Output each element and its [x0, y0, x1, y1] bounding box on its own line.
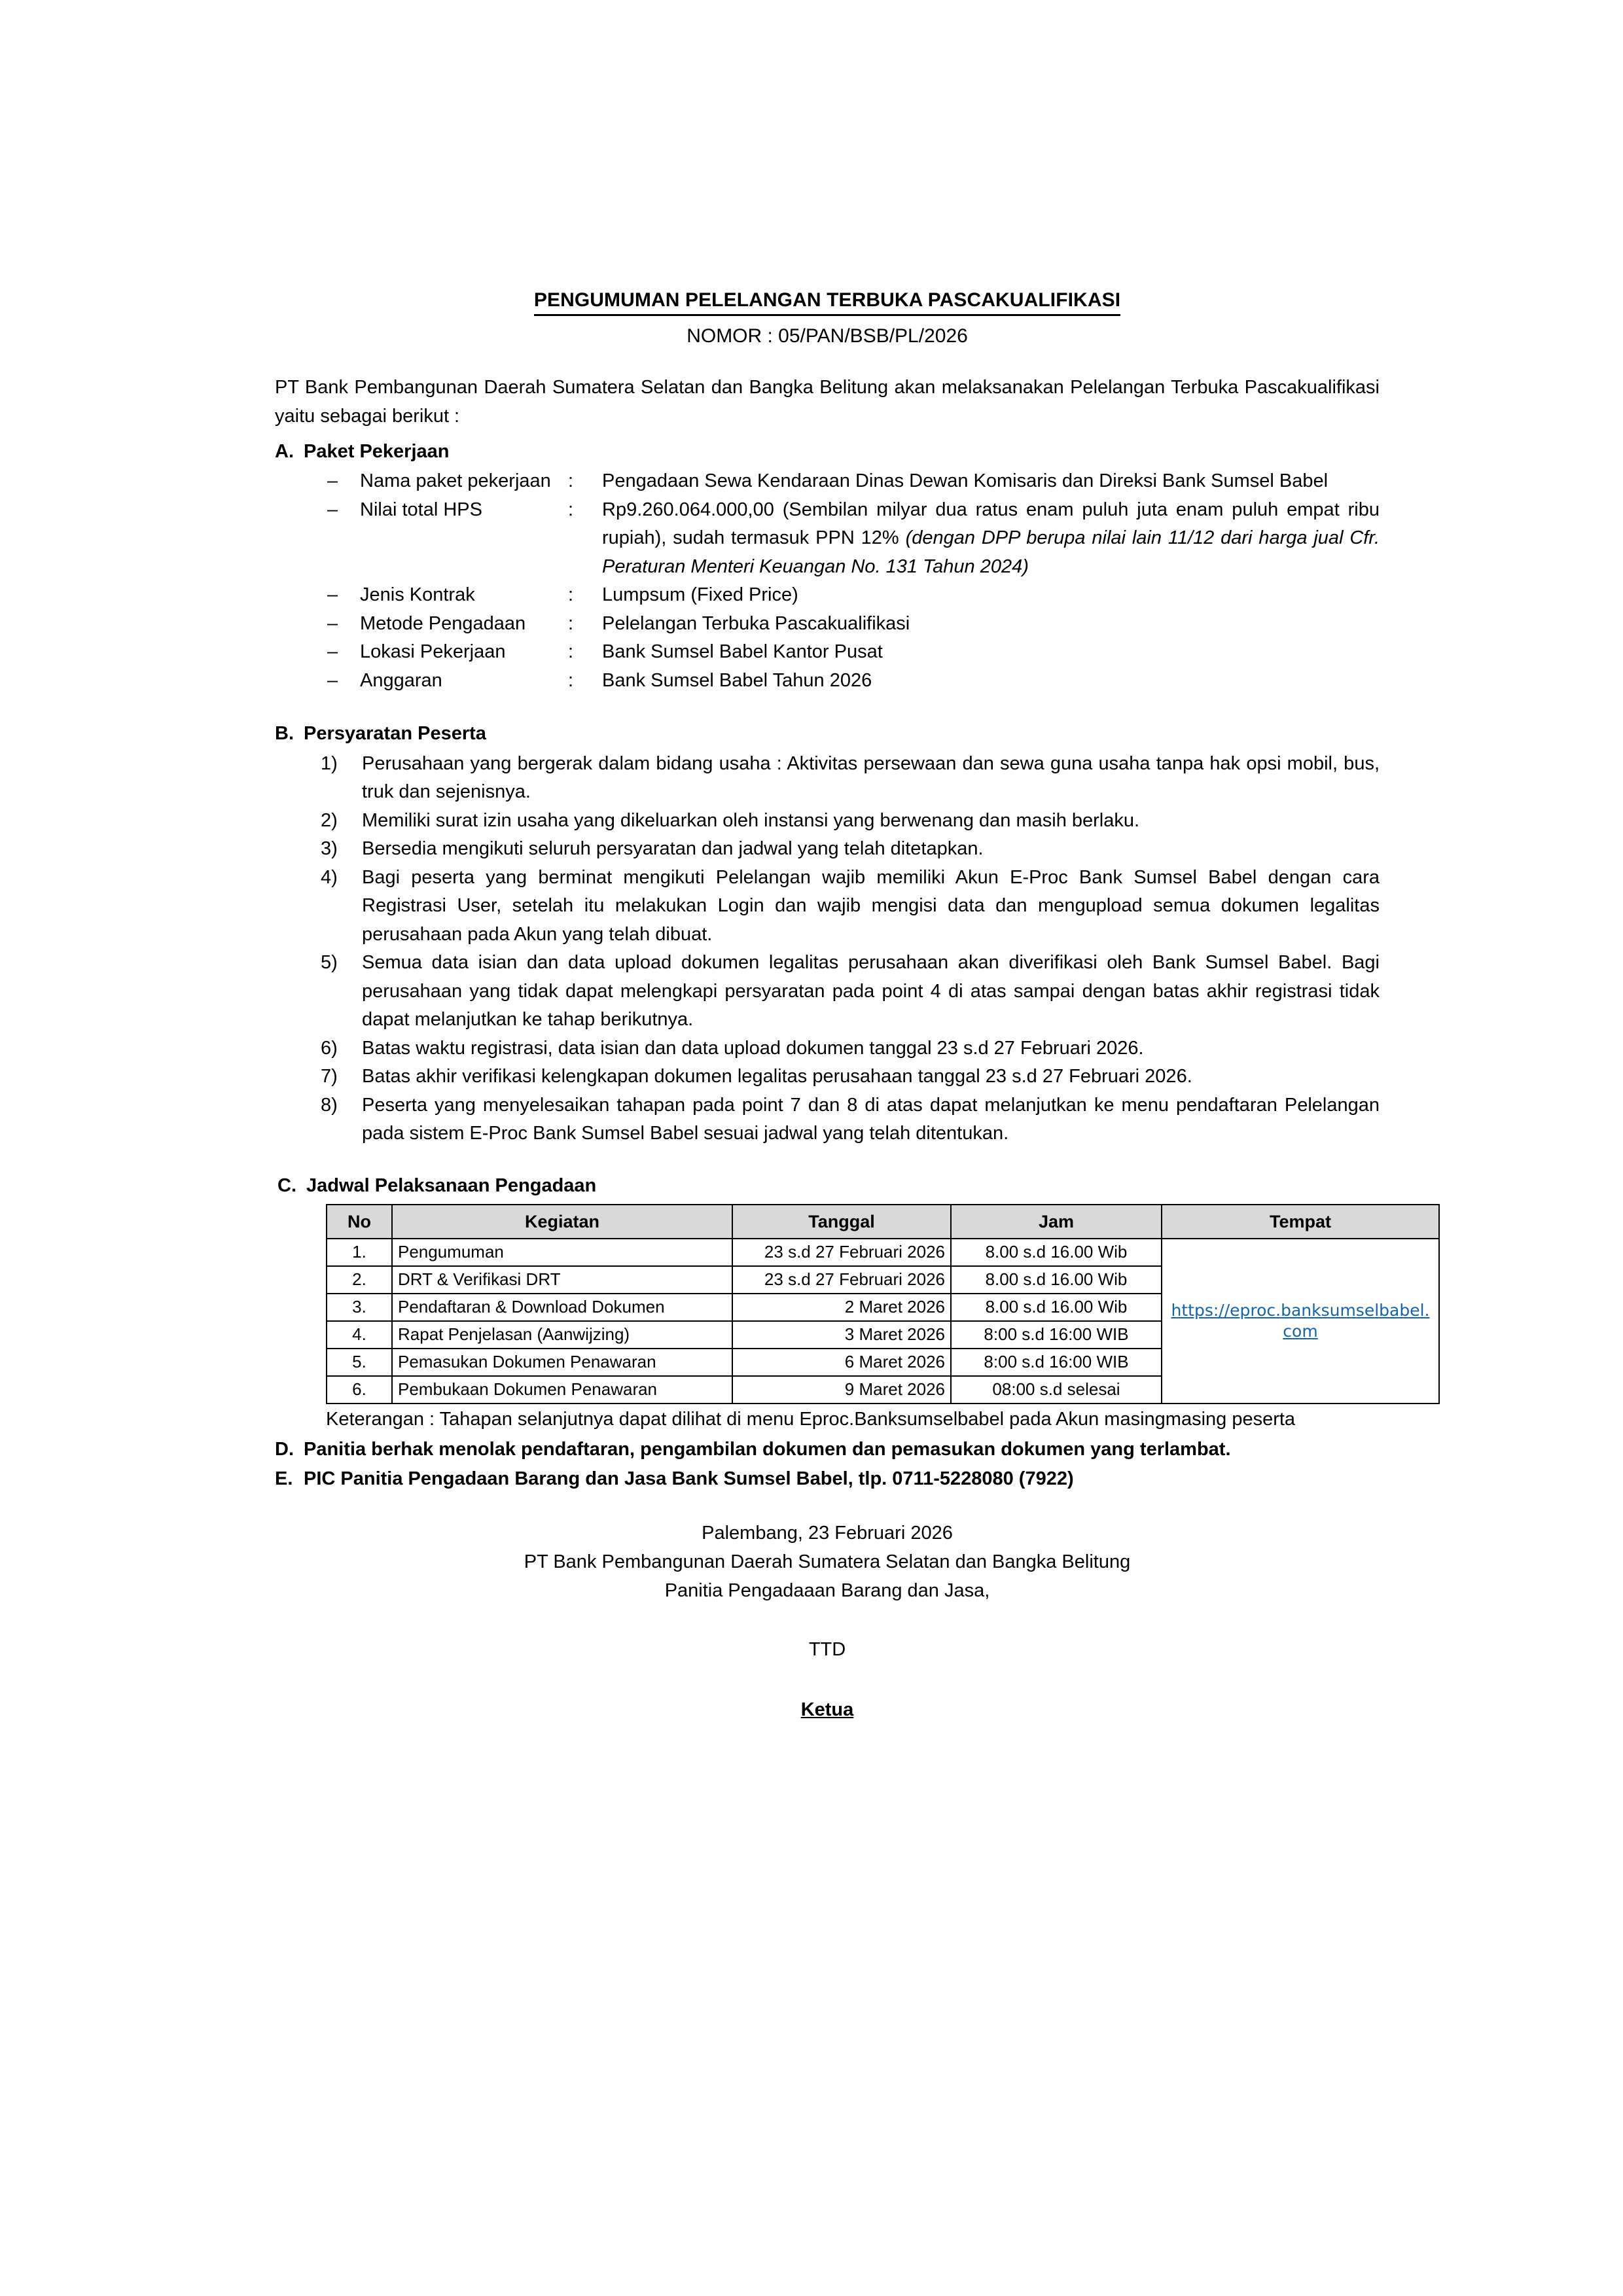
list-item-number: 6) — [321, 1037, 338, 1059]
column-header-kegiatan: Kegiatan — [392, 1205, 732, 1239]
committee-name: Panitia Pengadaaan Barang dan Jasa, — [664, 1580, 990, 1601]
def-value: Lumpsum (Fixed Price) — [602, 584, 798, 606]
def-label: Anggaran — [360, 669, 442, 691]
cell-kegiatan: Pembukaan Dokumen Penawaran — [392, 1376, 732, 1404]
def-value: Bank Sumsel Babel Tahun 2026 — [602, 669, 872, 691]
list-item — [275, 807, 1380, 836]
section-d-title: Panitia berhak menolak pendaftaran, pengambilan dokumen dan pemasukan dokumen yang terlambat. — [304, 1438, 1231, 1460]
section-b-letter: B. — [275, 723, 294, 745]
list-item-text: Batas waktu registrasi, data isian dan data upload dokumen tanggal 23 s.d 27 Februari 2026. — [362, 1037, 1144, 1059]
def-colon: : — [568, 641, 574, 663]
schedule-table-body — [327, 1239, 1439, 1404]
signature-block — [275, 1519, 1380, 1724]
section-b-title: Persyaratan Peserta — [304, 723, 486, 745]
cell-kegiatan: Rapat Penjelasan (Aanwijzing) — [392, 1321, 732, 1349]
cell-jam: 8.00 s.d 16.00 Wib — [951, 1294, 1162, 1321]
list-item-text: Memiliki surat izin usaha yang dikeluarkan oleh instansi yang berwenang dan masih berlaku. — [362, 809, 1140, 831]
def-value-hps — [602, 496, 1380, 582]
def-row — [275, 581, 1380, 610]
section-a — [275, 438, 1380, 696]
persyaratan-list — [275, 750, 1380, 1148]
document-number: NOMOR : 05/PAN/BSB/PL/2026 — [687, 325, 968, 347]
section-d — [275, 1436, 1380, 1464]
place-date: Palembang, 23 Februari 2026 — [702, 1522, 953, 1544]
section-a-heading — [275, 438, 1380, 467]
cell-kegiatan: Pendaftaran & Download Dokumen — [392, 1294, 732, 1321]
section-b-heading — [275, 720, 1380, 749]
def-label: Metode Pengadaan — [360, 612, 526, 634]
list-item-number: 8) — [321, 1094, 338, 1116]
list-item — [275, 835, 1380, 864]
list-item-text: Peserta yang menyelesaikan tahapan pada point 7 dan 8 di atas dapat melanjutkan ke menu pendaftaran Pelelangan pada sistem E-Proc Bank Sumsel Babel sesuai jadwal yang telah ditentukan. — [362, 1094, 1380, 1144]
paket-pekerjaan-list — [275, 467, 1380, 695]
def-colon: : — [568, 470, 574, 492]
list-item-number: 5) — [321, 952, 338, 974]
section-e — [275, 1465, 1380, 1494]
section-c-heading — [275, 1172, 1380, 1201]
ttd-label: TTD — [808, 1638, 846, 1660]
hps-note-italic: (dengan DPP berupa nilai lain 11/12 dari harga jual Cfr. Peraturan Menteri Keuangan No. 131 Tahun 2024) — [602, 527, 1380, 577]
cell-tanggal: 6 Maret 2026 — [732, 1349, 951, 1376]
document-header — [275, 288, 1380, 351]
company-name: PT Bank Pembangunan Daerah Sumatera Selatan dan Bangka Belitung — [524, 1551, 1131, 1572]
schedule-table-wrapper — [275, 1204, 1430, 1404]
section-b — [275, 720, 1380, 1148]
table-row — [327, 1239, 1439, 1266]
list-item — [275, 949, 1380, 1034]
cell-kegiatan: Pengumuman — [392, 1239, 732, 1266]
def-value: Pengadaan Sewa Kendaraan Dinas Dewan Komisaris dan Direksi Bank Sumsel Babel — [602, 470, 1329, 492]
cell-tanggal: 2 Maret 2026 — [732, 1294, 951, 1321]
cell-no: 2. — [327, 1266, 392, 1294]
cell-jam: 8.00 s.d 16.00 Wib — [951, 1266, 1162, 1294]
cell-no: 3. — [327, 1294, 392, 1321]
signer-role: Ketua — [800, 1699, 854, 1720]
cell-tanggal: 3 Maret 2026 — [732, 1321, 951, 1349]
def-colon: : — [568, 669, 574, 691]
bullet-dash-icon: – — [327, 499, 338, 520]
list-item-number: 4) — [321, 866, 338, 888]
list-item-number: 2) — [321, 809, 338, 831]
intro-paragraph: PT Bank Pembangunan Daerah Sumatera Selatan dan Bangka Belitung akan melaksanakan Pelelangan Terbuka Pascakualifikasi yaitu sebagai berikut : — [275, 377, 1380, 427]
def-label: Jenis Kontrak — [360, 584, 475, 606]
list-item — [275, 1063, 1380, 1091]
schedule-note: Keterangan : Tahapan selanjutnya dapat dilihat di menu Eproc.Banksumselbabel pada Akun masingmasing peserta — [326, 1409, 1296, 1430]
list-item-text: Bersedia mengikuti seluruh persyaratan dan jadwal yang telah ditetapkan. — [362, 838, 984, 860]
page-title: PENGUMUMAN PELELANGAN TERBUKA PASCAKUALIFIKASI — [534, 288, 1120, 316]
list-item-number: 7) — [321, 1066, 338, 1087]
list-item — [275, 1034, 1380, 1063]
hps-amount-text: Rp9.260.064.000,00 (Sembilan milyar dua ratus enam puluh juta enam puluh empat ribu rupiah), sudah termasuk PPN 12% — [602, 499, 1380, 549]
cell-jam: 08:00 s.d selesai — [951, 1376, 1162, 1404]
cell-tempat — [1162, 1239, 1439, 1404]
def-value: Pelelangan Terbuka Pascakualifikasi — [602, 612, 910, 634]
cell-tanggal: 9 Maret 2026 — [732, 1376, 951, 1404]
eproc-url-link[interactable]: https://eproc.banksumselbabel.com — [1171, 1301, 1430, 1341]
list-item-text: Perusahaan yang bergerak dalam bidang usaha : Aktivitas persewaan dan sewa guna usaha tanpa hak opsi mobil, bus, truk dan sejenisnya. — [362, 752, 1380, 803]
def-row — [275, 638, 1380, 667]
def-row — [275, 467, 1380, 496]
cell-no: 5. — [327, 1349, 392, 1376]
section-e-title: PIC Panitia Pengadaan Barang dan Jasa Bank Sumsel Babel, tlp. 0711-5228080 (7922) — [304, 1468, 1074, 1490]
bullet-dash-icon: – — [327, 584, 338, 606]
def-row — [275, 667, 1380, 696]
def-value: Bank Sumsel Babel Kantor Pusat — [602, 641, 883, 663]
def-colon: : — [568, 584, 574, 606]
def-colon: : — [568, 499, 574, 520]
cell-no: 4. — [327, 1321, 392, 1349]
cell-kegiatan: Pemasukan Dokumen Penawaran — [392, 1349, 732, 1376]
section-e-letter: E. — [275, 1468, 293, 1490]
section-c-title: Jadwal Pelaksanaan Pengadaan — [306, 1174, 597, 1196]
cell-tanggal: 23 s.d 27 Februari 2026 — [732, 1266, 951, 1294]
list-item — [275, 750, 1380, 807]
section-a-title: Paket Pekerjaan — [304, 440, 450, 462]
list-item-text: Bagi peserta yang berminat mengikuti Pelelangan wajib memiliki Akun E-Proc Bank Sumsel Babel dengan cara Registrasi User, setelah itu melakukan Login dan wajib mengisi data dan mengupload semua dokumen legalitas perusahaan pada Akun yang telah dibuat. — [362, 866, 1380, 945]
column-header-no: No — [327, 1205, 392, 1239]
list-item — [275, 864, 1380, 949]
cell-jam: 8.00 s.d 16.00 Wib — [951, 1239, 1162, 1266]
list-item-text: Batas akhir verifikasi kelengkapan dokumen legalitas perusahaan tanggal 23 s.d 27 Februari 2026. — [362, 1066, 1192, 1087]
bullet-dash-icon: – — [327, 669, 338, 691]
list-item — [275, 1091, 1380, 1148]
cell-no: 6. — [327, 1376, 392, 1404]
cell-jam: 8:00 s.d 16:00 WIB — [951, 1321, 1162, 1349]
def-colon: : — [568, 612, 574, 634]
def-label: Nilai total HPS — [360, 499, 482, 520]
schedule-table — [326, 1204, 1440, 1404]
section-c — [275, 1172, 1430, 1434]
cell-no: 1. — [327, 1239, 392, 1266]
section-a-letter: A. — [275, 440, 294, 462]
def-row — [275, 610, 1380, 639]
column-header-jam: Jam — [951, 1205, 1162, 1239]
section-d-letter: D. — [275, 1438, 294, 1460]
bullet-dash-icon: – — [327, 641, 338, 663]
bullet-dash-icon: – — [327, 612, 338, 634]
def-label: Nama paket pekerjaan — [360, 470, 551, 492]
cell-tanggal: 23 s.d 27 Februari 2026 — [732, 1239, 951, 1266]
def-label: Lokasi Pekerjaan — [360, 641, 506, 663]
section-e-heading — [275, 1465, 1380, 1494]
def-row — [275, 496, 1380, 582]
schedule-table-head — [327, 1205, 1439, 1239]
column-header-tanggal: Tanggal — [732, 1205, 951, 1239]
section-d-heading — [275, 1436, 1380, 1464]
list-item-text: Semua data isian dan data upload dokumen legalitas perusahaan akan diverifikasi oleh Bank Sumsel Babel. Bagi perusahaan yang tidak dapat melengkapi persyaratan pada point 4 di atas sampai dengan batas akhir registrasi tidak dapat melanjutkan ke tahap berikutnya. — [362, 952, 1380, 1031]
column-header-tempat: Tempat — [1162, 1205, 1439, 1239]
list-item-number: 1) — [321, 752, 338, 774]
cell-jam: 8:00 s.d 16:00 WIB — [951, 1349, 1162, 1376]
list-item-number: 3) — [321, 838, 338, 860]
table-header-row — [327, 1205, 1439, 1239]
section-c-letter: C. — [277, 1174, 296, 1196]
cell-kegiatan: DRT & Verifikasi DRT — [392, 1266, 732, 1294]
bullet-dash-icon: – — [327, 470, 338, 492]
